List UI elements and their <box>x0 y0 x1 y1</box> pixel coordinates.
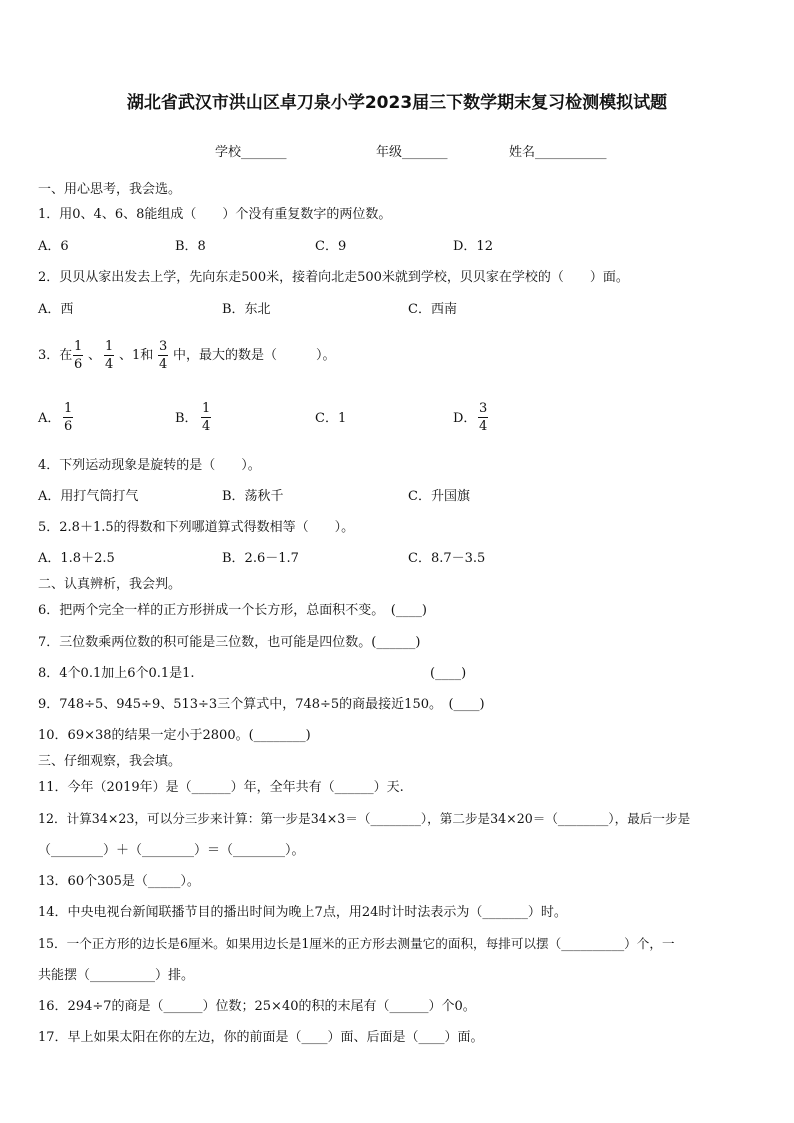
fraction-numerator: 1 <box>105 339 114 354</box>
q1-option-a: A．6 <box>38 239 69 254</box>
page-title: 湖北省武汉市洪山区卓刀泉小学2023届三下数学期末复习检测模拟试题 <box>126 93 668 113</box>
section-heading-1: 一、用心思考，我会选。 <box>38 182 182 197</box>
fraction-numerator: 3 <box>159 339 168 354</box>
fraction-denominator: 4 <box>202 419 211 434</box>
school-field: 学校_______ <box>215 145 287 160</box>
fraction-numerator: 1 <box>64 401 73 416</box>
fraction-bar <box>63 417 73 418</box>
question-13: 13．60个305是（_____）。 <box>38 874 200 889</box>
question-2: 2．贝贝从家出发去上学，先向东走500米，接着向北走500米就到学校，贝贝家在学校的（ ）面。 <box>38 270 629 285</box>
q3-option-c: C．1 <box>315 411 347 426</box>
q4-option-c: C．升国旗 <box>408 489 470 504</box>
q1-option-b: B．8 <box>175 239 206 254</box>
q5-option-b: B．2.6－1.7 <box>222 551 299 566</box>
q1-option-d: D．12 <box>453 239 493 254</box>
name-field: 姓名___________ <box>509 145 607 160</box>
q5-option-c: C．8.7－3.5 <box>408 551 486 566</box>
fraction-numerator: 3 <box>479 401 488 416</box>
fraction-denominator: 4 <box>479 419 488 434</box>
q4-option-a: A．用打气筒打气 <box>38 489 139 504</box>
question-16: 16．294÷7的商是（______）位数；25×40的积的末尾有（______）个0。 <box>38 999 476 1014</box>
question-5: 5．2.8＋1.5的得数和下列哪道算式得数相等（ ）。 <box>38 520 355 535</box>
q4-option-b: B．荡秋千 <box>222 489 284 504</box>
q3-option-d-fraction <box>478 401 488 434</box>
q3-option-a-fraction <box>63 401 73 434</box>
fraction-bar <box>158 355 168 356</box>
question-17: 17．早上如果太阳在你的左边，你的前面是（____）面、后面是（____）面。 <box>38 1030 484 1045</box>
fraction-denominator: 6 <box>74 357 83 372</box>
q3-option-b-label: B． <box>175 411 198 426</box>
q3-option-d-label: D． <box>453 411 477 426</box>
question-10: 10．69×38的结果一定小于2800。(________) <box>38 728 311 743</box>
question-4: 4．下列运动现象是旋转的是（ ）。 <box>38 458 261 473</box>
fraction-denominator: 4 <box>159 357 168 372</box>
fraction-numerator: 1 <box>74 339 83 354</box>
question-3-prefix: 3．在 <box>38 348 73 363</box>
question-15-line-2: 共能摆（__________）排。 <box>38 968 195 983</box>
q3-option-b-fraction <box>201 401 211 434</box>
q3-fraction-2 <box>104 339 114 372</box>
fraction-bar <box>201 417 211 418</box>
q2-option-a: A．西 <box>38 302 74 317</box>
q2-option-b: B．东北 <box>222 302 271 317</box>
question-9: 9．748÷5、945÷9、513÷3三个算式中，748÷5的商最接近150。 (____) <box>38 697 485 712</box>
question-14: 14．中央电视台新闻联播节目的播出时间为晚上7点，用24时计时法表示为（_______）时。 <box>38 905 567 920</box>
question-15-line-1: 15．一个正方形的边长是6厘米。如果用边长是1厘米的正方形去测量它的面积，每排可以摆（__________）个，一 <box>38 936 675 951</box>
q3-separator: 、 <box>88 348 102 363</box>
fraction-denominator: 6 <box>64 419 73 434</box>
fraction-numerator: 1 <box>202 401 211 416</box>
question-11: 11．今年（2019年）是（______）年，全年共有（______）天. <box>38 780 404 795</box>
question-8: 8．4个0.1加上6个0.1是1. <box>38 666 195 681</box>
fraction-denominator: 4 <box>105 357 114 372</box>
question-12-line-2: （________）＋（________）＝（________）。 <box>38 843 305 858</box>
question-6: 6．把两个完全一样的正方形拼成一个长方形，总面积不变。 (____) <box>38 603 427 618</box>
section-heading-2: 二、认真辨析，我会判。 <box>38 577 182 592</box>
question-7: 7．三位数乘两位数的积可能是三位数，也可能是四位数。(______) <box>38 635 421 650</box>
q5-option-a: A．1.8＋2.5 <box>38 551 115 566</box>
fraction-bar <box>73 355 83 356</box>
q2-option-c: C．西南 <box>408 302 457 317</box>
q3-fraction-1 <box>73 339 83 372</box>
fraction-bar <box>104 355 114 356</box>
question-1: 1．用0、4、6、8能组成（ ）个没有重复数字的两位数。 <box>38 207 392 222</box>
section-heading-3: 三、仔细观察，我会填。 <box>38 754 182 769</box>
fraction-bar <box>478 417 488 418</box>
q8-answer-blank: (____) <box>430 666 467 681</box>
grade-field: 年级_______ <box>376 145 448 160</box>
q3-fraction-3 <box>158 339 168 372</box>
question-12-line-1: 12．计算34×23，可以分三步来计算：第一步是34×3＝（________），第二步是34×20＝（________），最后一步是 <box>38 811 691 826</box>
q3-middle-text: 、1和 <box>119 348 154 363</box>
q1-option-c: C．9 <box>315 239 347 254</box>
q3-option-a-label: A． <box>38 411 61 426</box>
question-3-suffix: 中，最大的数是（ ）。 <box>173 348 336 363</box>
